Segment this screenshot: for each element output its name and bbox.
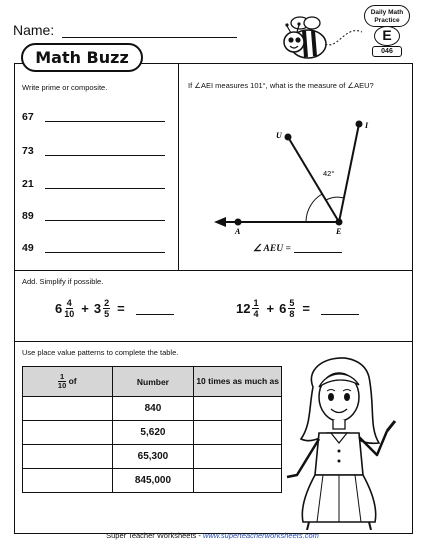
table-instruction: Use place value patterns to complete the table. [22, 348, 179, 357]
operator: + [81, 301, 89, 316]
fraction-answer-line[interactable] [321, 303, 359, 315]
fraction [58, 373, 66, 390]
denominator: 5 [104, 309, 110, 319]
fraction-problem-1 [55, 298, 174, 319]
badge-title: Daily Math Practice [364, 5, 410, 27]
table-cell-number: 845,000 [112, 469, 194, 493]
name-label: Name: [13, 22, 55, 38]
whole-number: 6 [279, 301, 287, 316]
table-cell-blank[interactable] [194, 469, 282, 493]
prime-answer-line[interactable] [45, 252, 165, 253]
fraction [252, 298, 259, 319]
name-line[interactable] [62, 37, 237, 38]
teacher-illustration-icon [283, 347, 408, 530]
fraction-problem-2 [236, 298, 359, 319]
footer-link[interactable]: www.superteacherworksheets.com [202, 531, 319, 540]
column-header-tenth [23, 367, 113, 397]
denominator: 10 [57, 381, 67, 390]
point-label-a: A [235, 227, 241, 236]
denominator: 8 [289, 309, 295, 319]
footer [0, 531, 425, 540]
page-title: Math Buzz [21, 43, 143, 72]
angle-answer-line[interactable] [294, 252, 342, 253]
table-cell-blank[interactable] [194, 421, 282, 445]
fractions-instruction: Add. Simplify if possible. [22, 277, 104, 286]
angle-question: If ∠AEI measures 101°, what is the measure of ∠AEU? [188, 81, 374, 90]
table-cell-blank[interactable] [23, 469, 113, 493]
table-row [23, 469, 282, 493]
section-divider-2 [14, 341, 413, 342]
prime-number: 73 [22, 145, 34, 157]
fraction-answer-line[interactable] [136, 303, 174, 315]
whole-number: 6 [55, 301, 63, 316]
whole-number: 12 [236, 301, 251, 316]
numerator: 5 [289, 298, 295, 308]
numerator: 1 [253, 298, 259, 308]
prime-instruction: Write prime or composite. [22, 83, 108, 92]
equals: = [302, 301, 310, 316]
point-label-u: U [276, 131, 282, 140]
header-suffix: of [66, 375, 77, 386]
bee-icon [282, 14, 364, 64]
prime-answer-line[interactable] [45, 155, 165, 156]
daily-practice-badge [364, 5, 410, 57]
numerator: 2 [104, 298, 110, 308]
table-cell-blank[interactable] [194, 445, 282, 469]
angle-answer [253, 243, 342, 254]
prime-answer-line[interactable] [45, 220, 165, 221]
table-cell-blank[interactable] [194, 397, 282, 421]
prime-number: 89 [22, 210, 34, 222]
prime-answer-line[interactable] [45, 188, 165, 189]
table-cell-number: 840 [112, 397, 194, 421]
table-cell-blank[interactable] [23, 397, 113, 421]
fraction [64, 298, 74, 319]
equals: = [117, 301, 125, 316]
whole-number: 3 [93, 301, 102, 316]
table-row [23, 397, 282, 421]
point-label-i: I [365, 121, 369, 130]
place-value-table [22, 366, 282, 493]
prime-number: 67 [22, 111, 34, 123]
angle-diagram [200, 100, 400, 240]
fraction [288, 298, 295, 319]
fraction [103, 298, 110, 319]
prime-number: 21 [22, 178, 34, 190]
column-header-number: Number [112, 367, 194, 397]
angle-answer-label: ∠ AEU = [253, 244, 291, 254]
numerator: 4 [66, 298, 72, 308]
point-label-e: E [336, 227, 342, 236]
table-cell-number: 5,620 [112, 421, 194, 445]
table-row [23, 421, 282, 445]
denominator: 4 [253, 309, 259, 319]
badge-letter: E [374, 26, 400, 46]
given-angle-label: 42° [323, 169, 335, 178]
denominator: 10 [64, 309, 75, 319]
section-divider-1 [14, 270, 413, 271]
prime-answer-line[interactable] [45, 121, 165, 122]
table-cell-number: 65,300 [112, 445, 194, 469]
prime-number: 49 [22, 242, 34, 254]
vertical-divider [178, 63, 179, 270]
table-cell-blank[interactable] [23, 421, 113, 445]
badge-number: 046 [372, 46, 402, 57]
table-row [23, 445, 282, 469]
numerator: 1 [58, 373, 66, 382]
operator: + [266, 301, 275, 316]
footer-prefix: Super Teacher Worksheets - [106, 531, 203, 540]
table-cell-blank[interactable] [23, 445, 113, 469]
column-header-ten-times: 10 times as much as [194, 367, 282, 397]
